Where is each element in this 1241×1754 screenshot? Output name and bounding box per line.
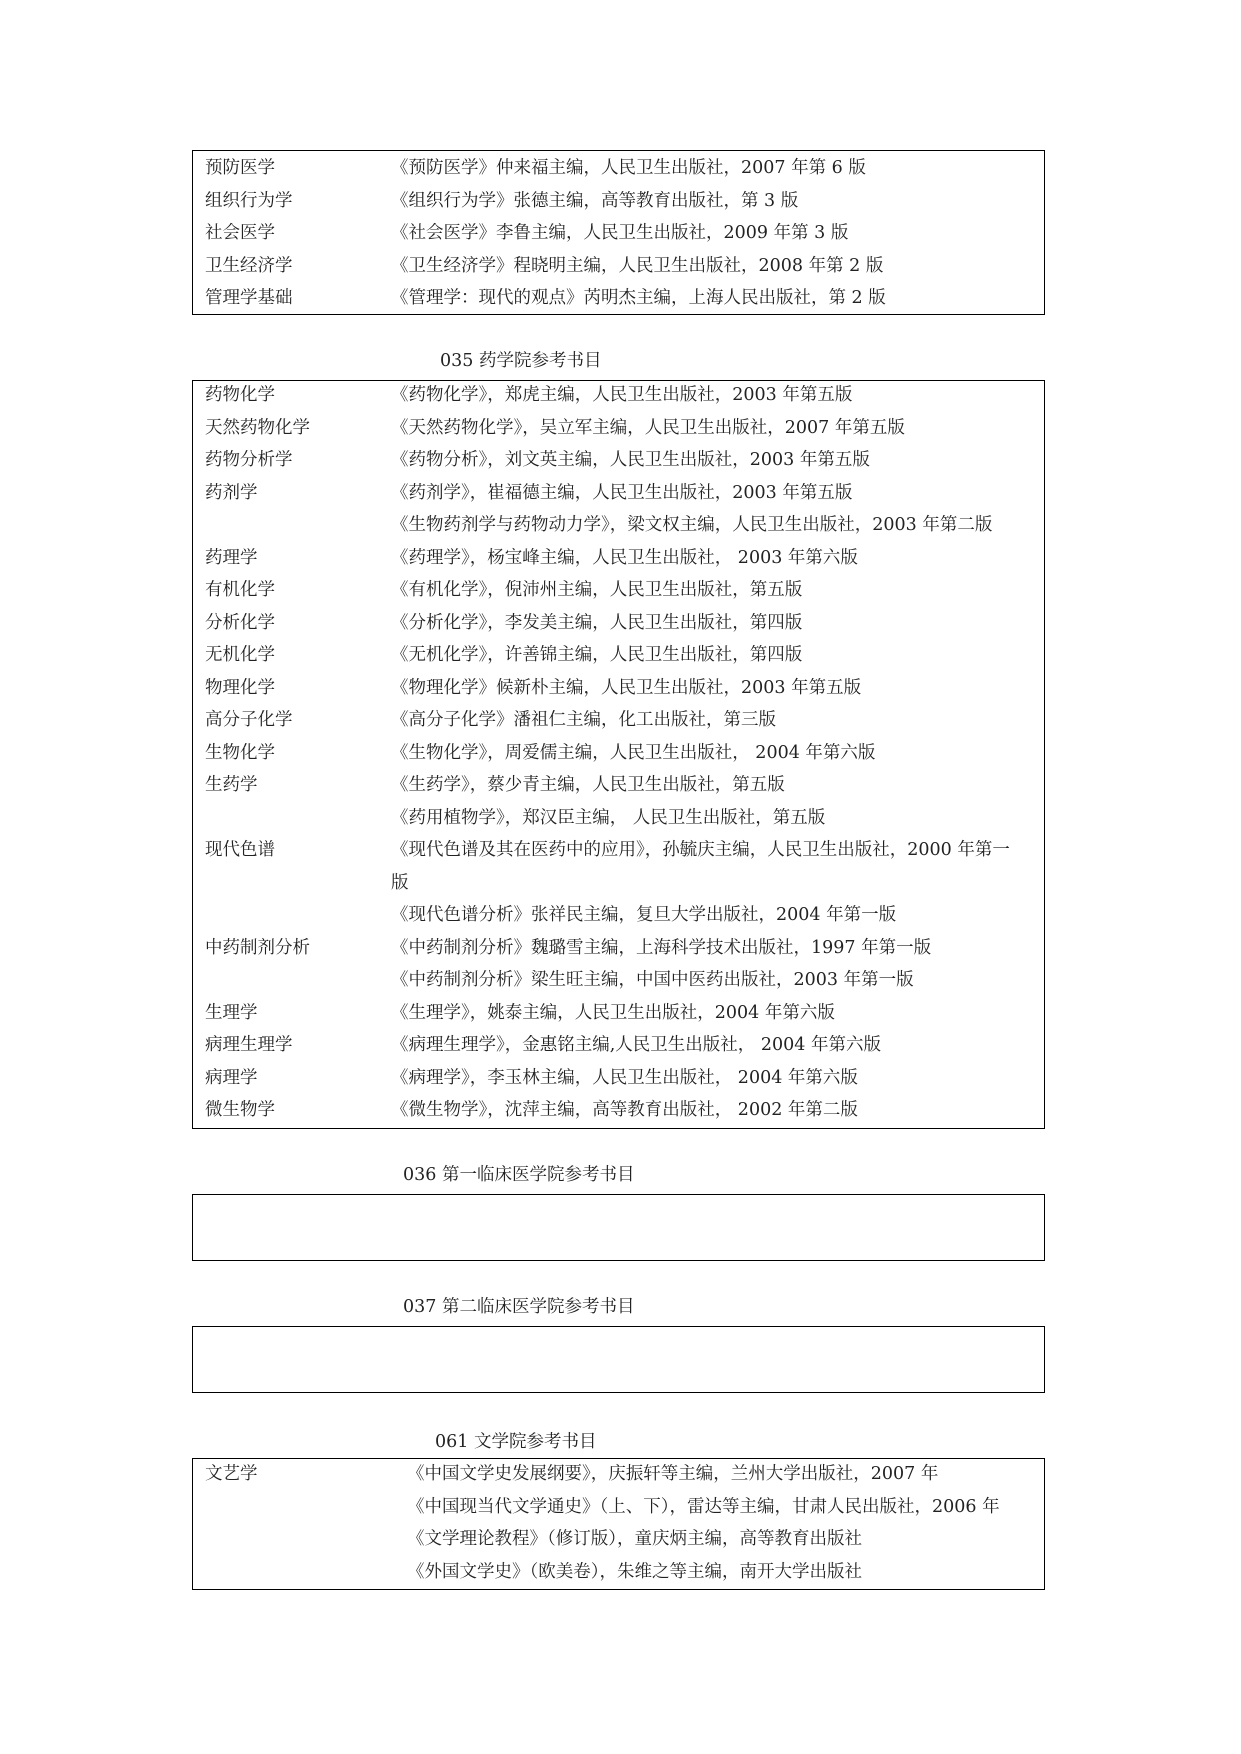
reference-book: 《社会医学》李鲁主编，人民卫生出版社，2009 年第 3 版 (391, 223, 849, 243)
table-row (193, 477, 1044, 510)
reference-book: 《现代色谱及其在医药中的应用》，孙毓庆主编，人民卫生出版社，2000 年第一 (391, 840, 1010, 860)
subject-name: 病理生理学 (205, 1035, 293, 1055)
subject-name: 管理学基础 (205, 288, 293, 308)
section-title-037: 037 第二临床医学院参考书目 (403, 1297, 635, 1317)
reference-book: 《微生物学》，沈萍主编，高等教育出版社， 2002 年第二版 (391, 1100, 858, 1120)
subject-name: 组织行为学 (205, 190, 293, 211)
table-row (193, 964, 1044, 997)
table-row (193, 542, 1044, 575)
reference-book: 《药剂学》，崔福德主编，人民卫生出版社，2003 年第五版 (391, 482, 853, 503)
reference-book: 《药物化学》，郑虎主编，人民卫生出版社，2003 年第五版 (391, 385, 853, 405)
table-row (193, 737, 1044, 770)
section-title-061: 061 文学院参考书目 (435, 1432, 597, 1452)
table-row (193, 997, 1044, 1030)
table-row (193, 867, 1044, 900)
subject-name: 社会医学 (205, 223, 275, 243)
reference-book: 《高分子化学》潘祖仁主编，化工出版社，第三版 (391, 710, 776, 730)
table-row (193, 282, 1044, 315)
reference-table-037 (192, 1326, 1045, 1393)
table-row (193, 1062, 1044, 1095)
reference-book: 《生物化学》，周爱儒主编，人民卫生出版社， 2004 年第六版 (391, 742, 876, 763)
reference-book: 《管理学：现代的观点》芮明杰主编，上海人民出版社，第 2 版 (391, 288, 886, 308)
reference-book: 《药理学》，杨宝峰主编，人民卫生出版社， 2003 年第六版 (391, 547, 858, 568)
table-row (193, 1029, 1044, 1062)
table-row (193, 574, 1044, 607)
table-row (193, 834, 1044, 867)
table-row (193, 899, 1044, 932)
table-row (193, 509, 1044, 542)
table-row (193, 672, 1044, 705)
subject-name: 中药制剂分析 (205, 937, 310, 958)
table-row (193, 1523, 1044, 1556)
table-row (193, 704, 1044, 737)
table-row (193, 607, 1044, 640)
table-row (193, 1491, 1044, 1524)
table-row (193, 185, 1044, 218)
table-row (193, 379, 1044, 412)
subject-name: 生理学 (205, 1002, 258, 1023)
subject-name: 现代色谱 (205, 840, 275, 860)
section-title-036: 036 第一临床医学院参考书目 (403, 1165, 635, 1185)
table-row (193, 1094, 1044, 1127)
table-row (193, 1458, 1044, 1491)
subject-name: 天然药物化学 (205, 417, 310, 438)
table-row (193, 444, 1044, 477)
section-title-035: 035 药学院参考书目 (440, 351, 602, 371)
table-row (193, 152, 1044, 185)
reference-book: 《有机化学》，倪沛州主编，人民卫生出版社，第五版 (391, 580, 803, 600)
subject-name: 物理化学 (205, 677, 275, 698)
reference-book: 《病理学》，李玉林主编，人民卫生出版社， 2004 年第六版 (391, 1067, 858, 1088)
reference-table-061 (192, 1458, 1045, 1590)
reference-book: 《文学理论教程》（修订版），童庆炳主编，高等教育出版社 (407, 1529, 862, 1549)
reference-book: 《物理化学》候新朴主编，人民卫生出版社，2003 年第五版 (391, 677, 862, 698)
reference-book: 《外国文学史》（欧美卷），朱维之等主编，南开大学出版社 (407, 1561, 862, 1582)
table-row (193, 217, 1044, 250)
reference-book: 《中药制剂分析》梁生旺主编，中国中医药出版社，2003 年第一版 (391, 970, 914, 990)
table-row (193, 932, 1044, 965)
reference-book: 《病理生理学》，金惠铭主编,人民卫生出版社， 2004 年第六版 (391, 1035, 881, 1055)
reference-book: 《药用植物学》，郑汉臣主编， 人民卫生出版社，第五版 (391, 807, 826, 828)
subject-name: 文艺学 (205, 1464, 258, 1484)
table-row (193, 250, 1044, 283)
table-row (193, 412, 1044, 445)
reference-table-035 (192, 380, 1045, 1129)
reference-book: 《分析化学》，李发美主编，人民卫生出版社，第四版 (391, 612, 803, 633)
reference-book: 《中国现当代文学通史》（上、下），雷达等主编，甘肃人民出版社，2006 年 (407, 1496, 1000, 1517)
reference-book: 《生物药剂学与药物动力学》，梁文权主编，人民卫生出版社，2003 年第二版 (391, 515, 993, 535)
reference-table-036 (192, 1194, 1045, 1261)
reference-book: 《生药学》，蔡少青主编，人民卫生出版社，第五版 (391, 775, 785, 795)
reference-book: 《中药制剂分析》魏璐雪主编，上海科学技术出版社，1997 年第一版 (391, 937, 932, 958)
table-row (193, 769, 1044, 802)
reference-book: 《组织行为学》张德主编，高等教育出版社，第 3 版 (391, 190, 799, 211)
reference-book: 《卫生经济学》程晓明主编，人民卫生出版社，2008 年第 2 版 (391, 255, 884, 276)
reference-book: 《无机化学》，许善锦主编，人民卫生出版社，第四版 (391, 645, 803, 665)
reference-book: 《预防医学》仲来福主编，人民卫生出版社，2007 年第 6 版 (391, 158, 866, 178)
subject-name: 病理学 (205, 1067, 258, 1088)
subject-name: 药物化学 (205, 385, 275, 405)
subject-name: 预防医学 (205, 158, 275, 178)
subject-name: 分析化学 (205, 612, 275, 633)
subject-name: 微生物学 (205, 1100, 275, 1120)
subject-name: 有机化学 (205, 580, 275, 600)
table-row (193, 802, 1044, 835)
subject-name: 生物化学 (205, 742, 275, 763)
table-row (193, 639, 1044, 672)
reference-book: 版 (391, 872, 409, 893)
subject-name: 高分子化学 (205, 710, 293, 730)
subject-name: 药剂学 (205, 482, 258, 503)
reference-book: 《生理学》，姚泰主编，人民卫生出版社，2004 年第六版 (391, 1002, 835, 1023)
reference-book: 《现代色谱分析》张祥民主编，复旦大学出版社，2004 年第一版 (391, 905, 897, 925)
subject-name: 药理学 (205, 547, 258, 568)
reference-book: 《天然药物化学》，吴立军主编，人民卫生出版社，2007 年第五版 (391, 417, 905, 438)
table-row (193, 1556, 1044, 1589)
reference-book: 《药物分析》，刘文英主编，人民卫生出版社，2003 年第五版 (391, 450, 870, 470)
subject-name: 无机化学 (205, 645, 275, 665)
subject-name: 药物分析学 (205, 450, 293, 470)
reference-table-continued (192, 150, 1045, 315)
subject-name: 生药学 (205, 775, 258, 795)
subject-name: 卫生经济学 (205, 255, 293, 276)
reference-book: 《中国文学史发展纲要》，庆振轩等主编，兰州大学出版社，2007 年 (407, 1464, 939, 1484)
